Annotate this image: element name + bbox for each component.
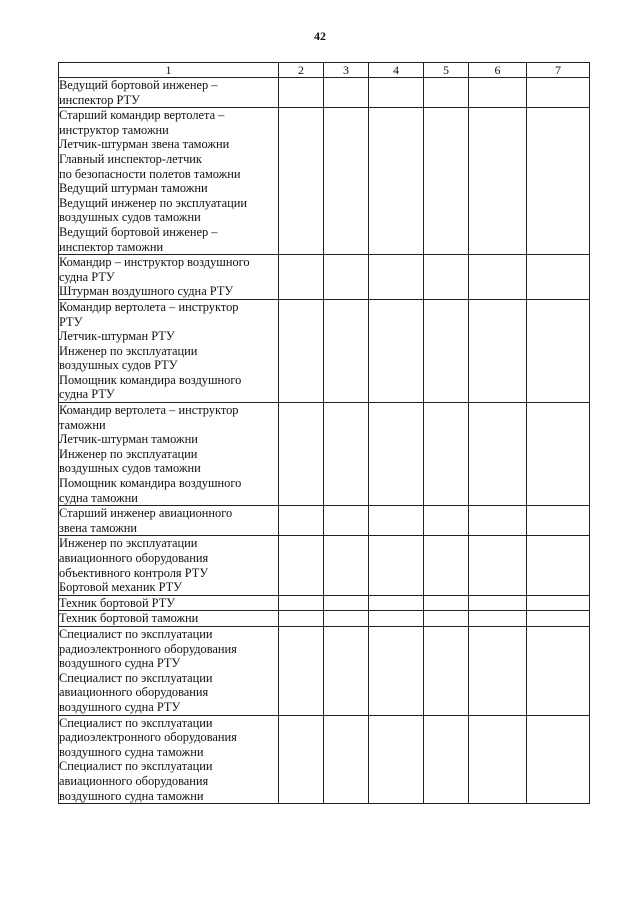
position-line: по безопасности полетов таможни (59, 166, 241, 181)
page-number: 42 (314, 29, 326, 43)
position-cell (59, 403, 279, 506)
position-line: Ведущий штурман таможни (59, 181, 208, 196)
position-line: воздушных судов РТУ (59, 358, 178, 373)
position-line: Специалист по эксплуатации (59, 715, 213, 730)
empty-cell-col-4[interactable] (369, 299, 424, 402)
position-line: таможни (59, 417, 106, 432)
empty-cell-col-5[interactable] (424, 403, 469, 506)
position-line: Ведущий инженер по эксплуатации (59, 195, 248, 210)
column-header-7: 7 (527, 63, 590, 78)
empty-cell-col-3[interactable] (324, 715, 369, 804)
header-row (59, 63, 590, 78)
table-body (59, 78, 590, 804)
position-cell (59, 536, 279, 595)
empty-cell-col-5[interactable] (424, 299, 469, 402)
position-line: Помощник командира воздушного (59, 476, 242, 491)
position-line: судна РТУ (59, 387, 115, 402)
table-row (59, 506, 590, 536)
column-header-3: 3 (324, 63, 369, 78)
table-row (59, 595, 590, 611)
position-line: инструктор таможни (59, 122, 169, 137)
position-line: звена таможни (59, 520, 138, 535)
table-row (59, 78, 590, 108)
empty-cell-col-5[interactable] (424, 715, 469, 804)
empty-cell-col-3[interactable] (324, 595, 369, 611)
empty-cell-col-5[interactable] (424, 626, 469, 715)
position-line: Специалист по эксплуатации (59, 626, 213, 641)
position-line: Бортовой механик РТУ (59, 580, 182, 595)
empty-cell-col-4[interactable] (369, 255, 424, 300)
position-line: Старший инженер авиационного (59, 506, 233, 521)
position-line: авиационного оборудования (59, 551, 209, 565)
position-line: авиационного оборудования (59, 773, 209, 788)
position-line: воздушных судов таможни (59, 210, 201, 225)
position-cell (59, 78, 279, 108)
empty-cell-col-2[interactable] (279, 715, 324, 804)
empty-cell-col-7[interactable] (527, 626, 590, 715)
empty-cell-col-4[interactable] (369, 715, 424, 804)
position-line: радиоэлектронного оборудования (59, 641, 237, 656)
empty-cell-col-3[interactable] (324, 299, 369, 402)
empty-cell-col-4[interactable] (369, 403, 424, 506)
column-header-1: 1 (59, 63, 279, 78)
position-cell (59, 611, 279, 627)
empty-cell-col-5[interactable] (424, 506, 469, 536)
position-line: воздушного судна РТУ (59, 656, 181, 671)
empty-cell-col-7[interactable] (527, 403, 590, 506)
empty-cell-col-5[interactable] (424, 536, 469, 595)
position-line: инспектор РТУ (59, 92, 140, 107)
position-cell (59, 255, 279, 300)
position-line: Летчик-штурман таможни (59, 432, 198, 447)
empty-cell-col-2[interactable] (279, 299, 324, 402)
position-line: Ведущий бортовой инженер – (59, 78, 218, 92)
empty-cell-col-4[interactable] (369, 78, 424, 108)
position-line: Штурман воздушного судна РТУ (59, 284, 234, 299)
empty-cell-col-6[interactable] (469, 626, 527, 715)
form-table (58, 62, 590, 804)
position-line: Летчик-штурман звена таможни (59, 137, 230, 152)
empty-cell-col-4[interactable] (369, 626, 424, 715)
position-line: Командир вертолета – инструктор (59, 299, 239, 314)
empty-cell-col-7[interactable] (527, 506, 590, 536)
empty-cell-col-3[interactable] (324, 255, 369, 300)
empty-cell-col-2[interactable] (279, 255, 324, 300)
table-row (59, 255, 590, 300)
empty-cell-col-6[interactable] (469, 403, 527, 506)
table-row (59, 536, 590, 595)
position-line: радиоэлектронного оборудования (59, 730, 237, 745)
position-line: Старший командир вертолета – (59, 108, 225, 123)
column-header-6: 6 (469, 63, 527, 78)
empty-cell-col-7[interactable] (527, 715, 590, 804)
position-line: объективного контроля РТУ (59, 565, 209, 580)
empty-cell-col-4[interactable] (369, 506, 424, 536)
empty-cell-col-7[interactable] (527, 611, 590, 627)
position-line: Ведущий бортовой инженер – (59, 224, 218, 239)
empty-cell-col-6[interactable] (469, 536, 527, 595)
empty-cell-col-2[interactable] (279, 506, 324, 536)
position-line: авиационного оборудования (59, 685, 209, 700)
empty-cell-col-2[interactable] (279, 595, 324, 611)
table-row (59, 403, 590, 506)
table-row (59, 108, 590, 255)
column-header-2: 2 (279, 63, 324, 78)
table-row (59, 611, 590, 627)
empty-cell-col-7[interactable] (527, 78, 590, 108)
position-line: инспектор таможни (59, 239, 164, 254)
position-line: РТУ (59, 314, 83, 329)
position-line: Инженер по эксплуатации (59, 343, 198, 358)
position-line: судна РТУ (59, 269, 115, 284)
empty-cell-col-5[interactable] (424, 595, 469, 611)
empty-cell-col-3[interactable] (324, 506, 369, 536)
empty-cell-col-7[interactable] (527, 108, 590, 255)
empty-cell-col-7[interactable] (527, 595, 590, 611)
empty-cell-col-2[interactable] (279, 626, 324, 715)
empty-cell-col-3[interactable] (324, 626, 369, 715)
empty-cell-col-5[interactable] (424, 255, 469, 300)
position-line: воздушного судна таможни (59, 744, 204, 759)
column-header-4: 4 (369, 63, 424, 78)
position-line: Техник бортовой РТУ (59, 595, 176, 610)
empty-cell-col-2[interactable] (279, 78, 324, 108)
position-line: судна таможни (59, 490, 138, 505)
table-row (59, 299, 590, 402)
position-cell (59, 715, 279, 804)
position-line: Летчик-штурман РТУ (59, 329, 175, 344)
position-line: Инженер по эксплуатации (59, 536, 198, 551)
empty-cell-col-3[interactable] (324, 536, 369, 595)
empty-cell-col-5[interactable] (424, 611, 469, 627)
empty-cell-col-6[interactable] (469, 715, 527, 804)
empty-cell-col-3[interactable] (324, 78, 369, 108)
empty-cell-col-4[interactable] (369, 108, 424, 255)
empty-cell-col-6[interactable] (469, 611, 527, 627)
position-cell (59, 626, 279, 715)
empty-cell-col-3[interactable] (324, 611, 369, 627)
position-line: Командир вертолета – инструктор (59, 403, 239, 418)
empty-cell-col-3[interactable] (324, 403, 369, 506)
table-row (59, 626, 590, 715)
empty-cell-col-3[interactable] (324, 108, 369, 255)
empty-cell-col-6[interactable] (469, 108, 527, 255)
empty-cell-col-5[interactable] (424, 108, 469, 255)
position-line: Техник бортовой таможни (59, 611, 199, 626)
empty-cell-col-2[interactable] (279, 611, 324, 627)
position-cell (59, 595, 279, 611)
empty-cell-col-6[interactable] (469, 506, 527, 536)
empty-cell-col-4[interactable] (369, 595, 424, 611)
empty-cell-col-7[interactable] (527, 536, 590, 595)
position-line: Инженер по эксплуатации (59, 446, 198, 461)
position-line: Помощник командира воздушного (59, 372, 242, 387)
empty-cell-col-6[interactable] (469, 78, 527, 108)
empty-cell-col-5[interactable] (424, 78, 469, 108)
position-line: Специалист по эксплуатации (59, 670, 213, 685)
empty-cell-col-6[interactable] (469, 255, 527, 300)
position-cell (59, 299, 279, 402)
empty-cell-col-6[interactable] (469, 299, 527, 402)
empty-cell-col-2[interactable] (279, 536, 324, 595)
empty-cell-col-7[interactable] (527, 255, 590, 300)
empty-cell-col-4[interactable] (369, 611, 424, 627)
position-line: воздушного судна таможни (59, 788, 204, 803)
position-line: Специалист по эксплуатации (59, 759, 213, 774)
empty-cell-col-7[interactable] (527, 299, 590, 402)
empty-cell-col-2[interactable] (279, 403, 324, 506)
table-row (59, 715, 590, 804)
position-cell (59, 108, 279, 255)
empty-cell-col-4[interactable] (369, 536, 424, 595)
column-header-5: 5 (424, 63, 469, 78)
position-line: Командир – инструктор воздушного (59, 255, 250, 270)
empty-cell-col-6[interactable] (469, 595, 527, 611)
position-line: Главный инспектор-летчик (59, 151, 202, 166)
empty-cell-col-2[interactable] (279, 108, 324, 255)
position-cell (59, 506, 279, 536)
position-line: воздушных судов таможни (59, 461, 201, 476)
position-line: воздушного судна РТУ (59, 699, 181, 714)
